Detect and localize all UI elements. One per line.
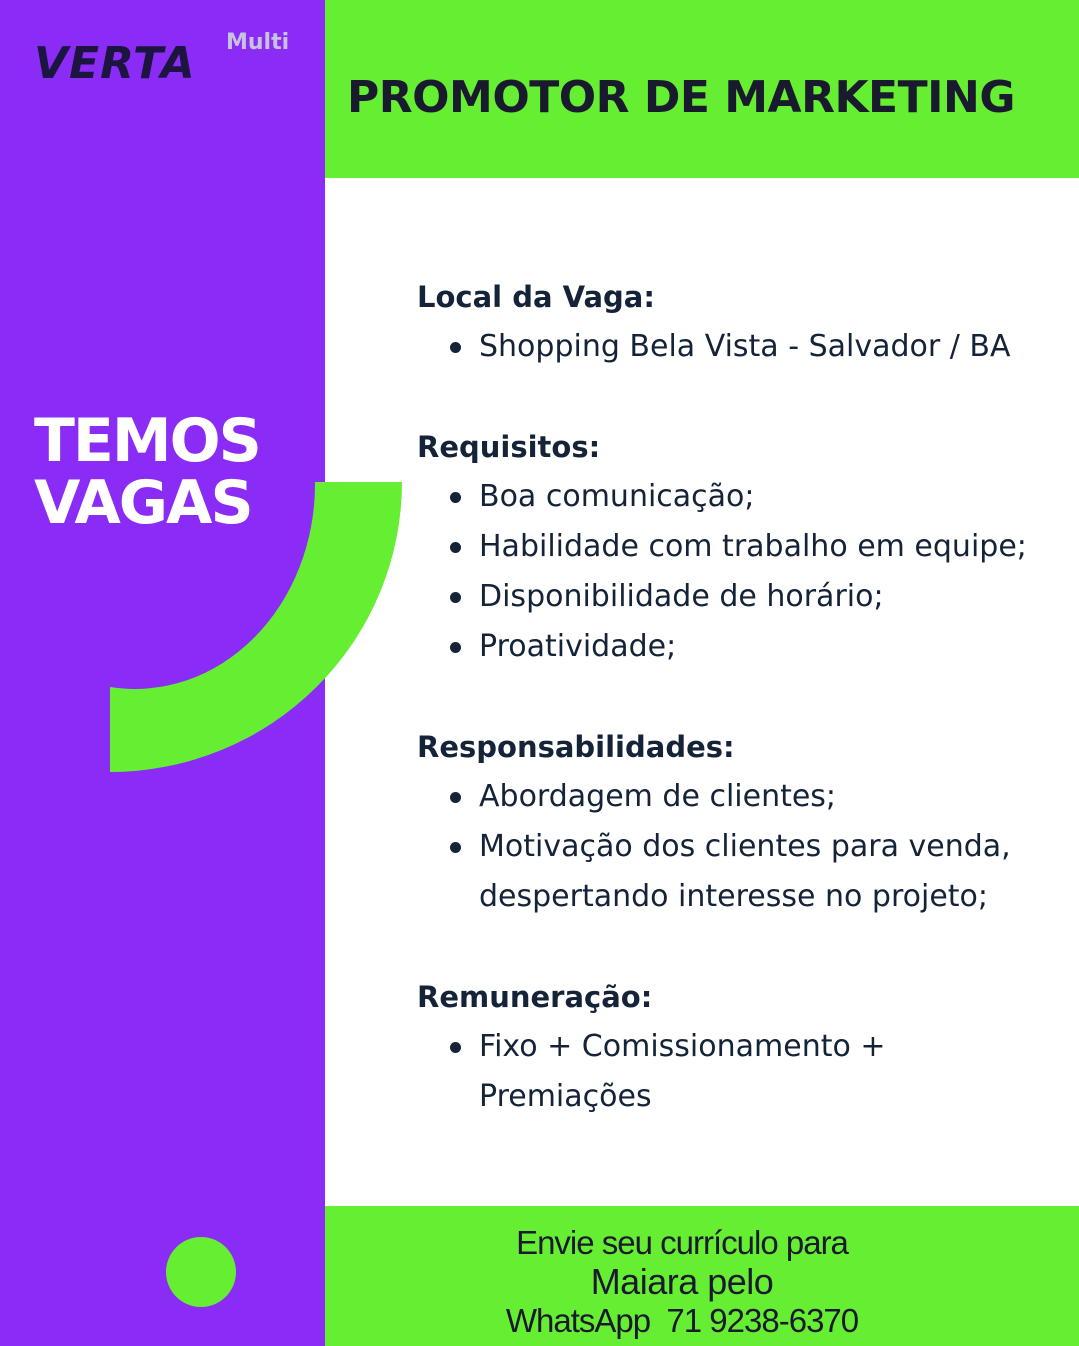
responsibilities-list (417, 772, 1077, 922)
bullet-icon (450, 342, 461, 353)
list-item-continuation: despertando interesse no projeto; (479, 879, 989, 914)
list-item: Disponibilidade de horário; (417, 572, 1077, 622)
location-list (417, 322, 1077, 372)
section-title: Local da Vaga: (417, 280, 655, 314)
bullet-icon (450, 792, 461, 803)
list-item: Abordagem de clientes; (417, 772, 1077, 822)
temos-vagas-heading (34, 406, 324, 538)
bullet-icon (450, 842, 461, 853)
list-item-continuation: Premiações (479, 1079, 652, 1114)
list-item: Shopping Bela Vista - Salvador / BA (417, 322, 1077, 372)
bullet-icon (450, 492, 461, 503)
list-item: Motivação dos clientes para venda, (417, 822, 1077, 872)
contact-text (325, 1224, 1039, 1340)
list-item: Proatividade; (417, 622, 1077, 672)
section-title: Remuneração: (417, 980, 653, 1014)
list-item: Habilidade com trabalho em equipe; (417, 522, 1077, 572)
list-item: Boa comunicação; (417, 472, 1077, 522)
requirements-list (417, 472, 1077, 672)
section-requirements (417, 422, 1077, 672)
section-remuneration (417, 972, 1077, 1122)
bullet-icon (450, 592, 461, 603)
bullet-icon (450, 542, 461, 553)
page-title: PROMOTOR DE MARKETING (347, 72, 1015, 123)
contact-whatsapp[interactable]: WhatsApp 71 9238-6370 (505, 1302, 859, 1339)
hero-line-1: TEMOS (34, 406, 260, 476)
bullet-icon (450, 642, 461, 653)
job-details (417, 272, 1077, 1172)
section-title: Responsabilidades: (417, 730, 735, 764)
section-responsibilities (417, 722, 1077, 922)
logo-subtext: Multi (226, 30, 290, 55)
hero-line-2: VAGAS (34, 468, 252, 538)
verta-multi-logo (34, 30, 314, 90)
green-dot-decoration (166, 1237, 236, 1307)
section-location (417, 272, 1077, 372)
contact-line-2: Maiara pelo (590, 1261, 774, 1302)
list-item: Fixo + Comissionamento + (417, 1022, 1077, 1072)
logo-wordmark: VERTA (34, 38, 196, 89)
contact-line-1: Envie seu currículo para (516, 1224, 848, 1261)
contact-banner (325, 1206, 1079, 1346)
header-banner (325, 0, 1079, 178)
section-title: Requisitos: (417, 430, 601, 464)
bullet-icon (450, 1042, 461, 1053)
remuneration-list (417, 1022, 1077, 1122)
